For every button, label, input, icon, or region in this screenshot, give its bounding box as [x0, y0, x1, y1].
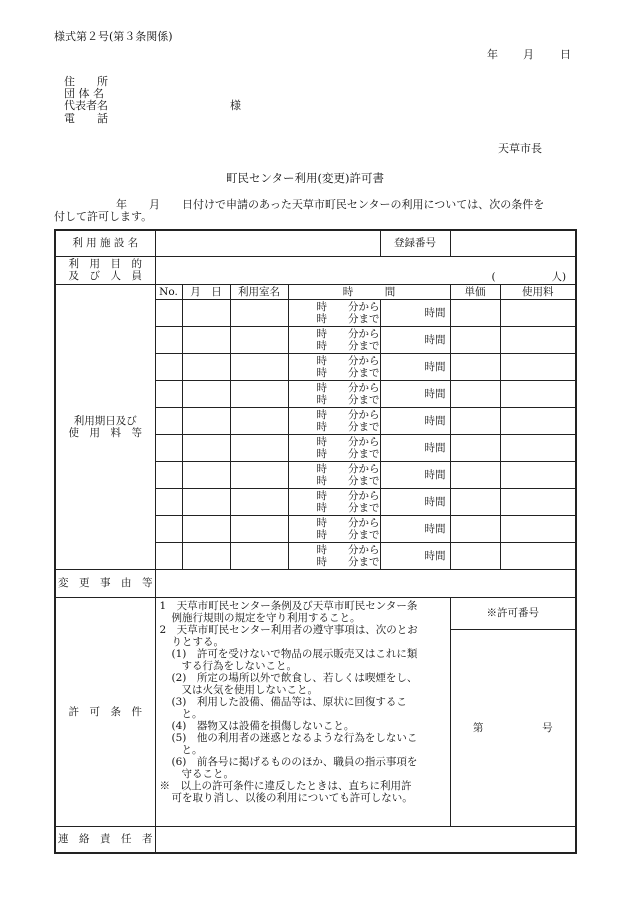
- time-to-label: 時 分まで: [316, 528, 380, 541]
- schedule-room-cell[interactable]: [230, 299, 288, 326]
- time-to-label: 時 分まで: [316, 393, 380, 406]
- conditions-label: 許 可 条 件: [55, 597, 155, 826]
- condition-line: 又は火気を使用しないこと。: [181, 683, 318, 696]
- condition-line: (6) 前各号に掲げるもののほか、職員の指示事項を: [171, 755, 418, 768]
- change-row: [55, 569, 576, 597]
- hours-label: 時間: [424, 333, 446, 346]
- purpose-value[interactable]: [155, 256, 576, 284]
- condition-line: 例施行規則の規定を守り利用すること。: [171, 611, 361, 624]
- condition-line: 守ること。: [181, 767, 234, 780]
- condition-line: (3) 利用した設備、備品等は、原状に回復するこ: [171, 695, 407, 708]
- schedule-time-cell[interactable]: [288, 434, 380, 461]
- hours-label: 時間: [424, 522, 446, 535]
- schedule-no-cell[interactable]: [155, 353, 182, 380]
- schedule-fee-cell[interactable]: [500, 299, 576, 326]
- schedule-header-row: [55, 284, 576, 299]
- time-to-label: 時 分まで: [316, 420, 380, 433]
- schedule-time-cell[interactable]: [288, 542, 380, 569]
- schedule-time-cell[interactable]: [288, 353, 380, 380]
- schedule-no-cell[interactable]: [155, 542, 182, 569]
- schedule-unit-price-cell[interactable]: [450, 461, 500, 488]
- time-to-label: 時 分まで: [316, 555, 380, 568]
- hours-label: 時間: [424, 441, 446, 454]
- schedule-room-cell[interactable]: [230, 407, 288, 434]
- hours-label: 時間: [424, 387, 446, 400]
- condition-line: と。: [181, 743, 203, 756]
- condition-line: 2 天草市町民センター利用者の遵守事項は、次のとお: [159, 623, 418, 636]
- page-title: 町民センター利用(変更)許可書: [226, 171, 385, 185]
- schedule-time-cell[interactable]: [288, 461, 380, 488]
- condition-line: (2) 所定の場所以外で飲食し、若しくは喫煙をし、: [171, 671, 418, 684]
- schedule-time-cell[interactable]: [288, 515, 380, 542]
- contact-value[interactable]: [155, 826, 576, 853]
- permit-number-prefix: 第: [472, 721, 484, 734]
- change-label: 変 更 事 由 等: [55, 569, 155, 597]
- schedule-time-cell[interactable]: [288, 380, 380, 407]
- form-number: 様式第２号(第３条関係): [54, 30, 173, 43]
- schedule-unit-price-cell[interactable]: [450, 488, 500, 515]
- schedule-room-cell[interactable]: [230, 380, 288, 407]
- col-time: 時 間: [288, 284, 450, 299]
- hours-label: 時間: [424, 306, 446, 319]
- time-to-label: 時 分まで: [316, 366, 380, 379]
- schedule-hours-cell[interactable]: [380, 326, 450, 353]
- schedule-fee-cell[interactable]: [500, 326, 576, 353]
- time-from-label: 時 分から: [316, 543, 380, 556]
- purpose-label: [55, 256, 155, 284]
- schedule-time-cell[interactable]: [288, 407, 380, 434]
- schedule-no-cell[interactable]: [155, 515, 182, 542]
- schedule-date-cell[interactable]: [182, 542, 230, 569]
- schedule-room-cell[interactable]: [230, 542, 288, 569]
- registration-label: 登録番号: [380, 230, 450, 256]
- address-label: 住 所: [64, 75, 108, 88]
- people-open-paren: (: [491, 270, 496, 283]
- schedule-fee-cell[interactable]: [500, 461, 576, 488]
- period-label: [55, 284, 155, 569]
- condition-line: 1 天草市町民センター条例及び天草市町民センター条: [159, 599, 418, 612]
- time-from-label: 時 分から: [316, 381, 380, 394]
- schedule-unit-price-cell[interactable]: [450, 299, 500, 326]
- schedule-fee-cell[interactable]: [500, 488, 576, 515]
- purpose-label-line1: 利 用 目 的: [68, 258, 142, 270]
- conditions-text: [155, 597, 450, 826]
- time-from-label: 時 分から: [316, 300, 380, 313]
- schedule-date-cell[interactable]: [182, 488, 230, 515]
- facility-value[interactable]: [155, 230, 380, 256]
- condition-line: (1) 許可を受けないで物品の展示販売又はこれに類: [171, 647, 418, 660]
- time-from-label: 時 分から: [316, 516, 380, 529]
- condition-line: 可を取り消し、以後の利用についても許可しない。: [171, 791, 413, 804]
- schedule-time-cell[interactable]: [288, 488, 380, 515]
- date-year: 年: [487, 48, 498, 61]
- schedule-no-cell[interactable]: [155, 299, 182, 326]
- hours-label: 時間: [424, 495, 446, 508]
- schedule-date-cell[interactable]: [182, 299, 230, 326]
- schedule-fee-cell[interactable]: [500, 407, 576, 434]
- hours-label: 時間: [424, 414, 446, 427]
- representative-label: 代表者名: [64, 99, 108, 112]
- schedule-date-cell[interactable]: [182, 407, 230, 434]
- intro-line-1: 年 月 日付けで申請のあった天草市町民センターの利用については、次の条件を: [116, 198, 545, 211]
- schedule-unit-price-cell[interactable]: [450, 380, 500, 407]
- schedule-no-cell[interactable]: [155, 461, 182, 488]
- schedule-hours-cell[interactable]: [380, 353, 450, 380]
- col-unit-price: 単価: [450, 284, 500, 299]
- condition-line: (4) 器物又は設備を損傷しないこと。: [171, 719, 355, 732]
- issuer: 天草市長: [498, 142, 542, 155]
- schedule-hours-cell[interactable]: [380, 461, 450, 488]
- hours-label: 時間: [424, 549, 446, 562]
- change-value[interactable]: [155, 569, 576, 597]
- schedule-time-cell[interactable]: [288, 326, 380, 353]
- schedule-hours-cell[interactable]: [380, 380, 450, 407]
- schedule-date-cell[interactable]: [182, 353, 230, 380]
- time-from-label: 時 分から: [316, 354, 380, 367]
- schedule-no-cell[interactable]: [155, 407, 182, 434]
- col-fee: 使用料: [500, 284, 576, 299]
- purpose-row: [55, 256, 576, 284]
- period-label-line1: 利用期日及び: [73, 414, 137, 427]
- time-from-label: 時 分から: [316, 489, 380, 502]
- schedule-fee-cell[interactable]: [500, 434, 576, 461]
- group-label: 団 体 名: [64, 87, 104, 100]
- schedule-hours-cell[interactable]: [380, 515, 450, 542]
- schedule-no-cell[interactable]: [155, 380, 182, 407]
- schedule-room-cell[interactable]: [230, 326, 288, 353]
- time-from-label: 時 分から: [316, 408, 380, 421]
- schedule-room-cell[interactable]: [230, 353, 288, 380]
- time-from-label: 時 分から: [316, 462, 380, 475]
- purpose-label-line2: 及 び 人 員: [68, 270, 142, 282]
- schedule-fee-cell[interactable]: [500, 515, 576, 542]
- condition-line: (5) 他の利用者の迷惑となるような行為をしないこ: [171, 731, 418, 744]
- permit-number-suffix: 号: [542, 721, 553, 734]
- condition-line: と。: [181, 707, 203, 720]
- schedule-no-cell[interactable]: [155, 434, 182, 461]
- schedule-room-cell[interactable]: [230, 488, 288, 515]
- schedule-hours-cell[interactable]: [380, 299, 450, 326]
- permit-number-value[interactable]: [450, 629, 576, 826]
- schedule-unit-price-cell[interactable]: [450, 326, 500, 353]
- schedule-hours-cell[interactable]: [380, 434, 450, 461]
- schedule-no-cell[interactable]: [155, 326, 182, 353]
- date-month: 月: [523, 48, 534, 61]
- time-to-label: 時 分まで: [316, 312, 380, 325]
- period-label-line2: 使 用 料 等: [68, 426, 142, 439]
- hours-label: 時間: [424, 360, 446, 373]
- col-month-day: 月 日: [182, 284, 230, 299]
- schedule-hours-cell[interactable]: [380, 488, 450, 515]
- schedule-date-cell[interactable]: [182, 326, 230, 353]
- hours-label: 時間: [424, 468, 446, 481]
- contact-row: [55, 826, 576, 853]
- time-to-label: 時 分まで: [316, 501, 380, 514]
- time-to-label: 時 分まで: [316, 447, 380, 460]
- facility-row: [55, 230, 576, 256]
- date-day: 日: [560, 48, 571, 61]
- schedule-date-cell[interactable]: [182, 434, 230, 461]
- schedule-time-cell[interactable]: [288, 299, 380, 326]
- col-room: 利用室名: [230, 284, 288, 299]
- schedule-fee-cell[interactable]: [500, 353, 576, 380]
- condition-line: する行為をしないこと。: [181, 659, 297, 672]
- time-from-label: 時 分から: [316, 327, 380, 340]
- schedule-unit-price-cell[interactable]: [450, 434, 500, 461]
- registration-value[interactable]: [450, 230, 576, 256]
- schedule-date-cell[interactable]: [182, 461, 230, 488]
- schedule-date-cell[interactable]: [182, 380, 230, 407]
- schedule-unit-price-cell[interactable]: [450, 407, 500, 434]
- time-to-label: 時 分まで: [316, 339, 380, 352]
- permit-table: [54, 229, 577, 854]
- schedule-room-cell[interactable]: [230, 434, 288, 461]
- schedule-unit-price-cell[interactable]: [450, 515, 500, 542]
- people-close: 人): [551, 270, 567, 283]
- schedule-date-cell[interactable]: [182, 515, 230, 542]
- condition-line: ※ 以上の許可条件に違反したときは、直ちに利用許: [159, 779, 412, 792]
- permit-number-label: ※許可番号: [450, 597, 576, 629]
- schedule-fee-cell[interactable]: [500, 542, 576, 569]
- schedule-room-cell[interactable]: [230, 515, 288, 542]
- intro-line-2: 付して許可します。: [54, 210, 153, 223]
- schedule-unit-price-cell[interactable]: [450, 542, 500, 569]
- schedule-unit-price-cell[interactable]: [450, 353, 500, 380]
- time-from-label: 時 分から: [316, 435, 380, 448]
- schedule-hours-cell[interactable]: [380, 542, 450, 569]
- contact-label: 連 絡 責 任 者: [55, 826, 155, 853]
- schedule-fee-cell[interactable]: [500, 380, 576, 407]
- schedule-no-cell[interactable]: [155, 488, 182, 515]
- phone-label: 電 話: [64, 112, 108, 125]
- conditions-row: [55, 597, 576, 629]
- schedule-room-cell[interactable]: [230, 461, 288, 488]
- honorific: 様: [230, 99, 241, 112]
- time-to-label: 時 分まで: [316, 474, 380, 487]
- facility-label: 利 用 施 設 名: [55, 230, 155, 256]
- col-no: No.: [155, 284, 182, 299]
- condition-line: りとする。: [171, 635, 224, 648]
- schedule-hours-cell[interactable]: [380, 407, 450, 434]
